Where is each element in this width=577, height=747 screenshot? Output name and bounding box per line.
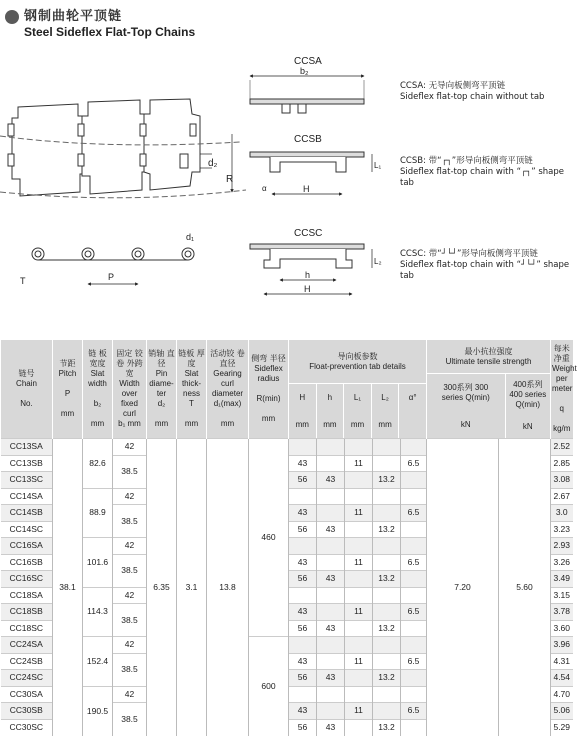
curl-width-cell: 38.5 <box>113 554 147 587</box>
tab-L2-cell <box>373 554 401 571</box>
weight-cell: 5.06 <box>551 703 573 720</box>
tab-H-cell <box>289 686 317 703</box>
tab-L1-cell: 11 <box>345 604 373 621</box>
tab-col-alpha: α° <box>398 384 426 438</box>
tab-alpha-cell: 6.5 <box>401 703 427 720</box>
curl-width-cell: 42 <box>113 488 147 505</box>
legend-ccsa-cn: CCSA: 无导向板侧弯平顶链 <box>400 81 506 91</box>
weight-cell: 3.96 <box>551 637 573 654</box>
weight-cell: 3.78 <box>551 604 573 621</box>
tab-L1-cell <box>345 620 373 637</box>
tab-h-cell: 43 <box>317 719 345 736</box>
chain-no-cell: CC13SA <box>1 439 53 456</box>
ccsa-label: CCSA <box>294 56 322 67</box>
table-header <box>1 340 577 439</box>
chain-no-cell: CC18SB <box>1 604 53 621</box>
tab-L2-cell: 13.2 <box>373 571 401 588</box>
h-label: h <box>305 270 311 280</box>
tab-h-cell <box>317 554 345 571</box>
weight-cell: 4.31 <box>551 653 573 670</box>
tab-L2-cell: 13.2 <box>373 521 401 538</box>
curl-width-cell: 42 <box>113 439 147 456</box>
tab-L1-cell <box>345 538 373 555</box>
curl-width-cell: 38.5 <box>113 653 147 686</box>
col-radius: 侧弯 半径 Sideflex radius R(min) mm <box>249 340 289 439</box>
pin-dia-cell: 6.35 <box>147 439 177 736</box>
tab-H-cell: 43 <box>289 653 317 670</box>
weight-cell: 3.26 <box>551 554 573 571</box>
tab-h-cell <box>317 439 345 456</box>
tab-H-cell: 43 <box>289 554 317 571</box>
pitch-cell: 38.1 <box>53 439 83 736</box>
chain-no-cell: CC30SB <box>1 703 53 720</box>
tab-alpha-cell <box>401 670 427 687</box>
tab-alpha-cell <box>401 488 427 505</box>
curl-width-cell: 38.5 <box>113 505 147 538</box>
chain-no-cell: CC24SA <box>1 637 53 654</box>
H-label-b: H <box>303 184 310 194</box>
col-curl-width: 固定 铰卷 外跨宽 Width over fixed curl b₁ mm <box>113 340 147 439</box>
tab-H-cell <box>289 637 317 654</box>
tab-L2-cell: 13.2 <box>373 670 401 687</box>
chain-no-cell: CC16SB <box>1 554 53 571</box>
tab-H-cell: 43 <box>289 505 317 522</box>
tab-H-cell: 56 <box>289 670 317 687</box>
slat-width-cell: 152.4 <box>83 637 113 687</box>
tab-alpha-cell <box>401 571 427 588</box>
d2-label: d₂ <box>208 158 218 169</box>
d1-label: d₁ <box>186 232 195 242</box>
tab-alpha-cell <box>401 637 427 654</box>
col-slat-width: 链 板 宽度 Slat width b₂ mm <box>83 340 113 439</box>
chain-diagrams <box>0 44 572 340</box>
chain-no-cell: CC14SB <box>1 505 53 522</box>
tab-L1-cell <box>345 686 373 703</box>
tab-L1-cell <box>345 521 373 538</box>
T-label: T <box>20 276 26 286</box>
tab-h-cell <box>317 604 345 621</box>
curl-width-cell: 38.5 <box>113 703 147 736</box>
tab-L2-cell <box>373 439 401 456</box>
chain-no-cell: CC16SA <box>1 538 53 555</box>
chain-side-view <box>32 248 194 260</box>
chain-no-cell: CC13SC <box>1 472 53 489</box>
tab-alpha-cell <box>401 521 427 538</box>
legend-ccsc <box>400 249 572 282</box>
tab-L2-cell <box>373 653 401 670</box>
tab-alpha-cell: 6.5 <box>401 604 427 621</box>
chain-no-cell: CC30SA <box>1 686 53 703</box>
tab-H-cell <box>289 587 317 604</box>
title-chinese: 钢制曲轮平顶链 <box>24 9 123 24</box>
L2-label: L₂ <box>374 257 382 266</box>
tab-H-cell: 43 <box>289 703 317 720</box>
tab-col-H: H mm <box>295 392 309 429</box>
chain-no-cell: CC14SA <box>1 488 53 505</box>
curl-dia-cell: 13.8 <box>207 439 249 736</box>
col-tensile-group: 最小抗拉强度 Ultimate tensile strength 300系列 300 series Q(min) kN 400系列 400 series Q(min) kN <box>427 340 551 439</box>
tab-L2-cell <box>373 637 401 654</box>
tab-H-cell <box>289 439 317 456</box>
tab-h-cell: 43 <box>317 472 345 489</box>
tab-col-L1: L₁ mm <box>343 384 371 438</box>
slat-thick-cell: 3.1 <box>177 439 207 736</box>
tensile-col-400: 400系列 400 series Q(min) kN <box>505 374 550 438</box>
slat-width-cell: 101.6 <box>83 538 113 588</box>
curl-width-cell: 38.5 <box>113 604 147 637</box>
tab-L2-cell <box>373 587 401 604</box>
tab-h-cell <box>317 488 345 505</box>
weight-cell: 4.54 <box>551 670 573 687</box>
tab-L1-cell: 11 <box>345 455 373 472</box>
tab-alpha-cell <box>401 439 427 456</box>
weight-cell: 3.15 <box>551 587 573 604</box>
chain-no-cell: CC14SC <box>1 521 53 538</box>
alpha-label: α <box>262 184 267 193</box>
curl-width-cell: 38.5 <box>113 455 147 488</box>
specs-table <box>0 340 577 736</box>
col-pin-dia: 销轴 直径 Pin diame- ter d₂ mm <box>147 340 177 439</box>
tab-H-cell: 43 <box>289 604 317 621</box>
tensile-col-300: 300系列 300 series Q(min) kN <box>441 382 490 429</box>
curl-width-cell: 42 <box>113 538 147 555</box>
weight-cell: 3.08 <box>551 472 573 489</box>
curl-width-cell: 42 <box>113 587 147 604</box>
weight-cell: 3.23 <box>551 521 573 538</box>
tab-h-cell <box>317 587 345 604</box>
page-header <box>0 0 572 44</box>
weight-cell: 3.60 <box>551 620 573 637</box>
col-chain: 链号 Chain No. <box>1 340 53 439</box>
tab-h-cell <box>317 637 345 654</box>
weight-cell: 5.29 <box>551 719 573 736</box>
tab-L1-cell <box>345 719 373 736</box>
tab-h-cell <box>317 653 345 670</box>
tab-L2-cell <box>373 455 401 472</box>
tab-h-cell: 43 <box>317 571 345 588</box>
tab-L1-cell <box>345 637 373 654</box>
tab-H-cell <box>289 538 317 555</box>
weight-cell: 2.52 <box>551 439 573 456</box>
slat-width-cell: 88.9 <box>83 488 113 538</box>
curl-width-cell: 42 <box>113 637 147 654</box>
tab-alpha-cell: 6.5 <box>401 505 427 522</box>
slat-width-cell: 82.6 <box>83 439 113 489</box>
tab-h-cell <box>317 505 345 522</box>
tab-H-cell: 56 <box>289 472 317 489</box>
col-curl-dia: 活动铰 卷直径 Gearing curl diameter d₁(max) mm <box>207 340 249 439</box>
radius-cell: 460 <box>249 439 289 637</box>
tab-L2-cell <box>373 505 401 522</box>
tab-h-cell <box>317 686 345 703</box>
chain-no-cell: CC24SB <box>1 653 53 670</box>
tab-L2-cell: 13.2 <box>373 719 401 736</box>
tab-alpha-cell: 6.5 <box>401 455 427 472</box>
tab-L1-cell <box>345 439 373 456</box>
L1-label: L₁ <box>374 161 382 170</box>
tab-L2-cell <box>373 703 401 720</box>
tab-L1-cell: 11 <box>345 505 373 522</box>
tab-alpha-cell <box>401 620 427 637</box>
tab-L2-cell: 13.2 <box>373 620 401 637</box>
ccsb-label: CCSB <box>294 134 322 145</box>
tab-alpha-cell <box>401 686 427 703</box>
tab-alpha-cell <box>401 719 427 736</box>
tab-L1-cell: 11 <box>345 703 373 720</box>
tab-alpha-cell: 6.5 <box>401 554 427 571</box>
ccsc-label: CCSC <box>294 228 323 239</box>
legend-ccsb-cn: CCSB: 带“┌┐”形导向板侧弯平顶链 <box>400 156 533 166</box>
tab-h-cell: 43 <box>317 670 345 687</box>
H-label-c: H <box>304 284 311 294</box>
tensile-300-cell: 7.20 <box>427 439 499 736</box>
legend-ccsb-en: Sideflex flat-top chain with “┌┐” shape tab <box>400 167 564 188</box>
col-weight: 每米净重 Weight per meter q kg/m <box>551 340 573 439</box>
legend-ccsc-cn: CCSC: 带“┘└┘”形导向板侧弯平顶链 <box>400 249 538 259</box>
chain-no-cell: CC18SA <box>1 587 53 604</box>
tab-L1-cell: 11 <box>345 554 373 571</box>
title-english: Steel Sideflex Flat-Top Chains <box>24 25 196 39</box>
chain-no-cell: CC13SB <box>1 455 53 472</box>
legend-ccsa-en: Sideflex flat-top chain without tab <box>400 92 545 102</box>
weight-cell: 2.67 <box>551 488 573 505</box>
legend-ccsc-en: Sideflex flat-top chain with “┘└┘” shape tab <box>400 260 570 281</box>
tab-L2-cell <box>373 686 401 703</box>
slat-width-cell: 190.5 <box>83 686 113 736</box>
tab-h-cell: 43 <box>317 521 345 538</box>
weight-cell: 2.85 <box>551 455 573 472</box>
tab-L1-cell <box>345 571 373 588</box>
chain-top-view <box>0 99 246 198</box>
tab-alpha-cell <box>401 538 427 555</box>
tab-col-L2: L₂ mm <box>371 384 399 438</box>
tab-col-h: h mm <box>316 384 344 438</box>
weight-cell: 2.93 <box>551 538 573 555</box>
table-body <box>1 439 573 736</box>
tab-L1-cell <box>345 670 373 687</box>
weight-cell: 3.0 <box>551 505 573 522</box>
tab-H-cell: 56 <box>289 719 317 736</box>
chain-no-cell: CC18SC <box>1 620 53 637</box>
table-row <box>1 439 573 456</box>
tab-H-cell: 56 <box>289 521 317 538</box>
tab-h-cell: 43 <box>317 620 345 637</box>
curl-width-cell: 42 <box>113 686 147 703</box>
weight-cell: 4.70 <box>551 686 573 703</box>
tab-L2-cell <box>373 604 401 621</box>
radius-cell: 600 <box>249 637 289 736</box>
chain-no-cell: CC16SC <box>1 571 53 588</box>
chain-no-cell: CC24SC <box>1 670 53 687</box>
b2-label: b₂ <box>300 66 309 76</box>
tab-h-cell <box>317 455 345 472</box>
col-pitch: 节距 Pitch P mm <box>53 340 83 439</box>
tab-h-cell <box>317 703 345 720</box>
weight-cell: 3.49 <box>551 571 573 588</box>
tab-L1-cell <box>345 587 373 604</box>
col-tab-group: 导向板参数 Float-prevention tab details H mm h mm L₁ mm L₂ mm α° <box>289 340 427 439</box>
tensile-400-cell: 5.60 <box>499 439 551 736</box>
tab-L1-cell <box>345 472 373 489</box>
tab-H-cell <box>289 488 317 505</box>
tab-alpha-cell <box>401 587 427 604</box>
radius-label: R <box>226 174 234 185</box>
tab-H-cell: 56 <box>289 571 317 588</box>
tab-h-cell <box>317 538 345 555</box>
chain-no-cell: CC30SC <box>1 719 53 736</box>
tab-L1-cell <box>345 488 373 505</box>
bullet-icon <box>5 10 19 24</box>
tab-L2-cell <box>373 538 401 555</box>
tab-alpha-cell <box>401 472 427 489</box>
slat-width-cell: 114.3 <box>83 587 113 637</box>
P-label: P <box>108 272 115 282</box>
tab-L2-cell <box>373 488 401 505</box>
legend-ccsa <box>400 81 544 103</box>
tab-alpha-cell: 6.5 <box>401 653 427 670</box>
col-slat-thick: 链板 厚度 Slat thick- ness T mm <box>177 340 207 439</box>
tab-L1-cell: 11 <box>345 653 373 670</box>
tab-H-cell: 56 <box>289 620 317 637</box>
tab-H-cell: 43 <box>289 455 317 472</box>
legend-ccsb <box>400 156 572 189</box>
tab-L2-cell: 13.2 <box>373 472 401 489</box>
